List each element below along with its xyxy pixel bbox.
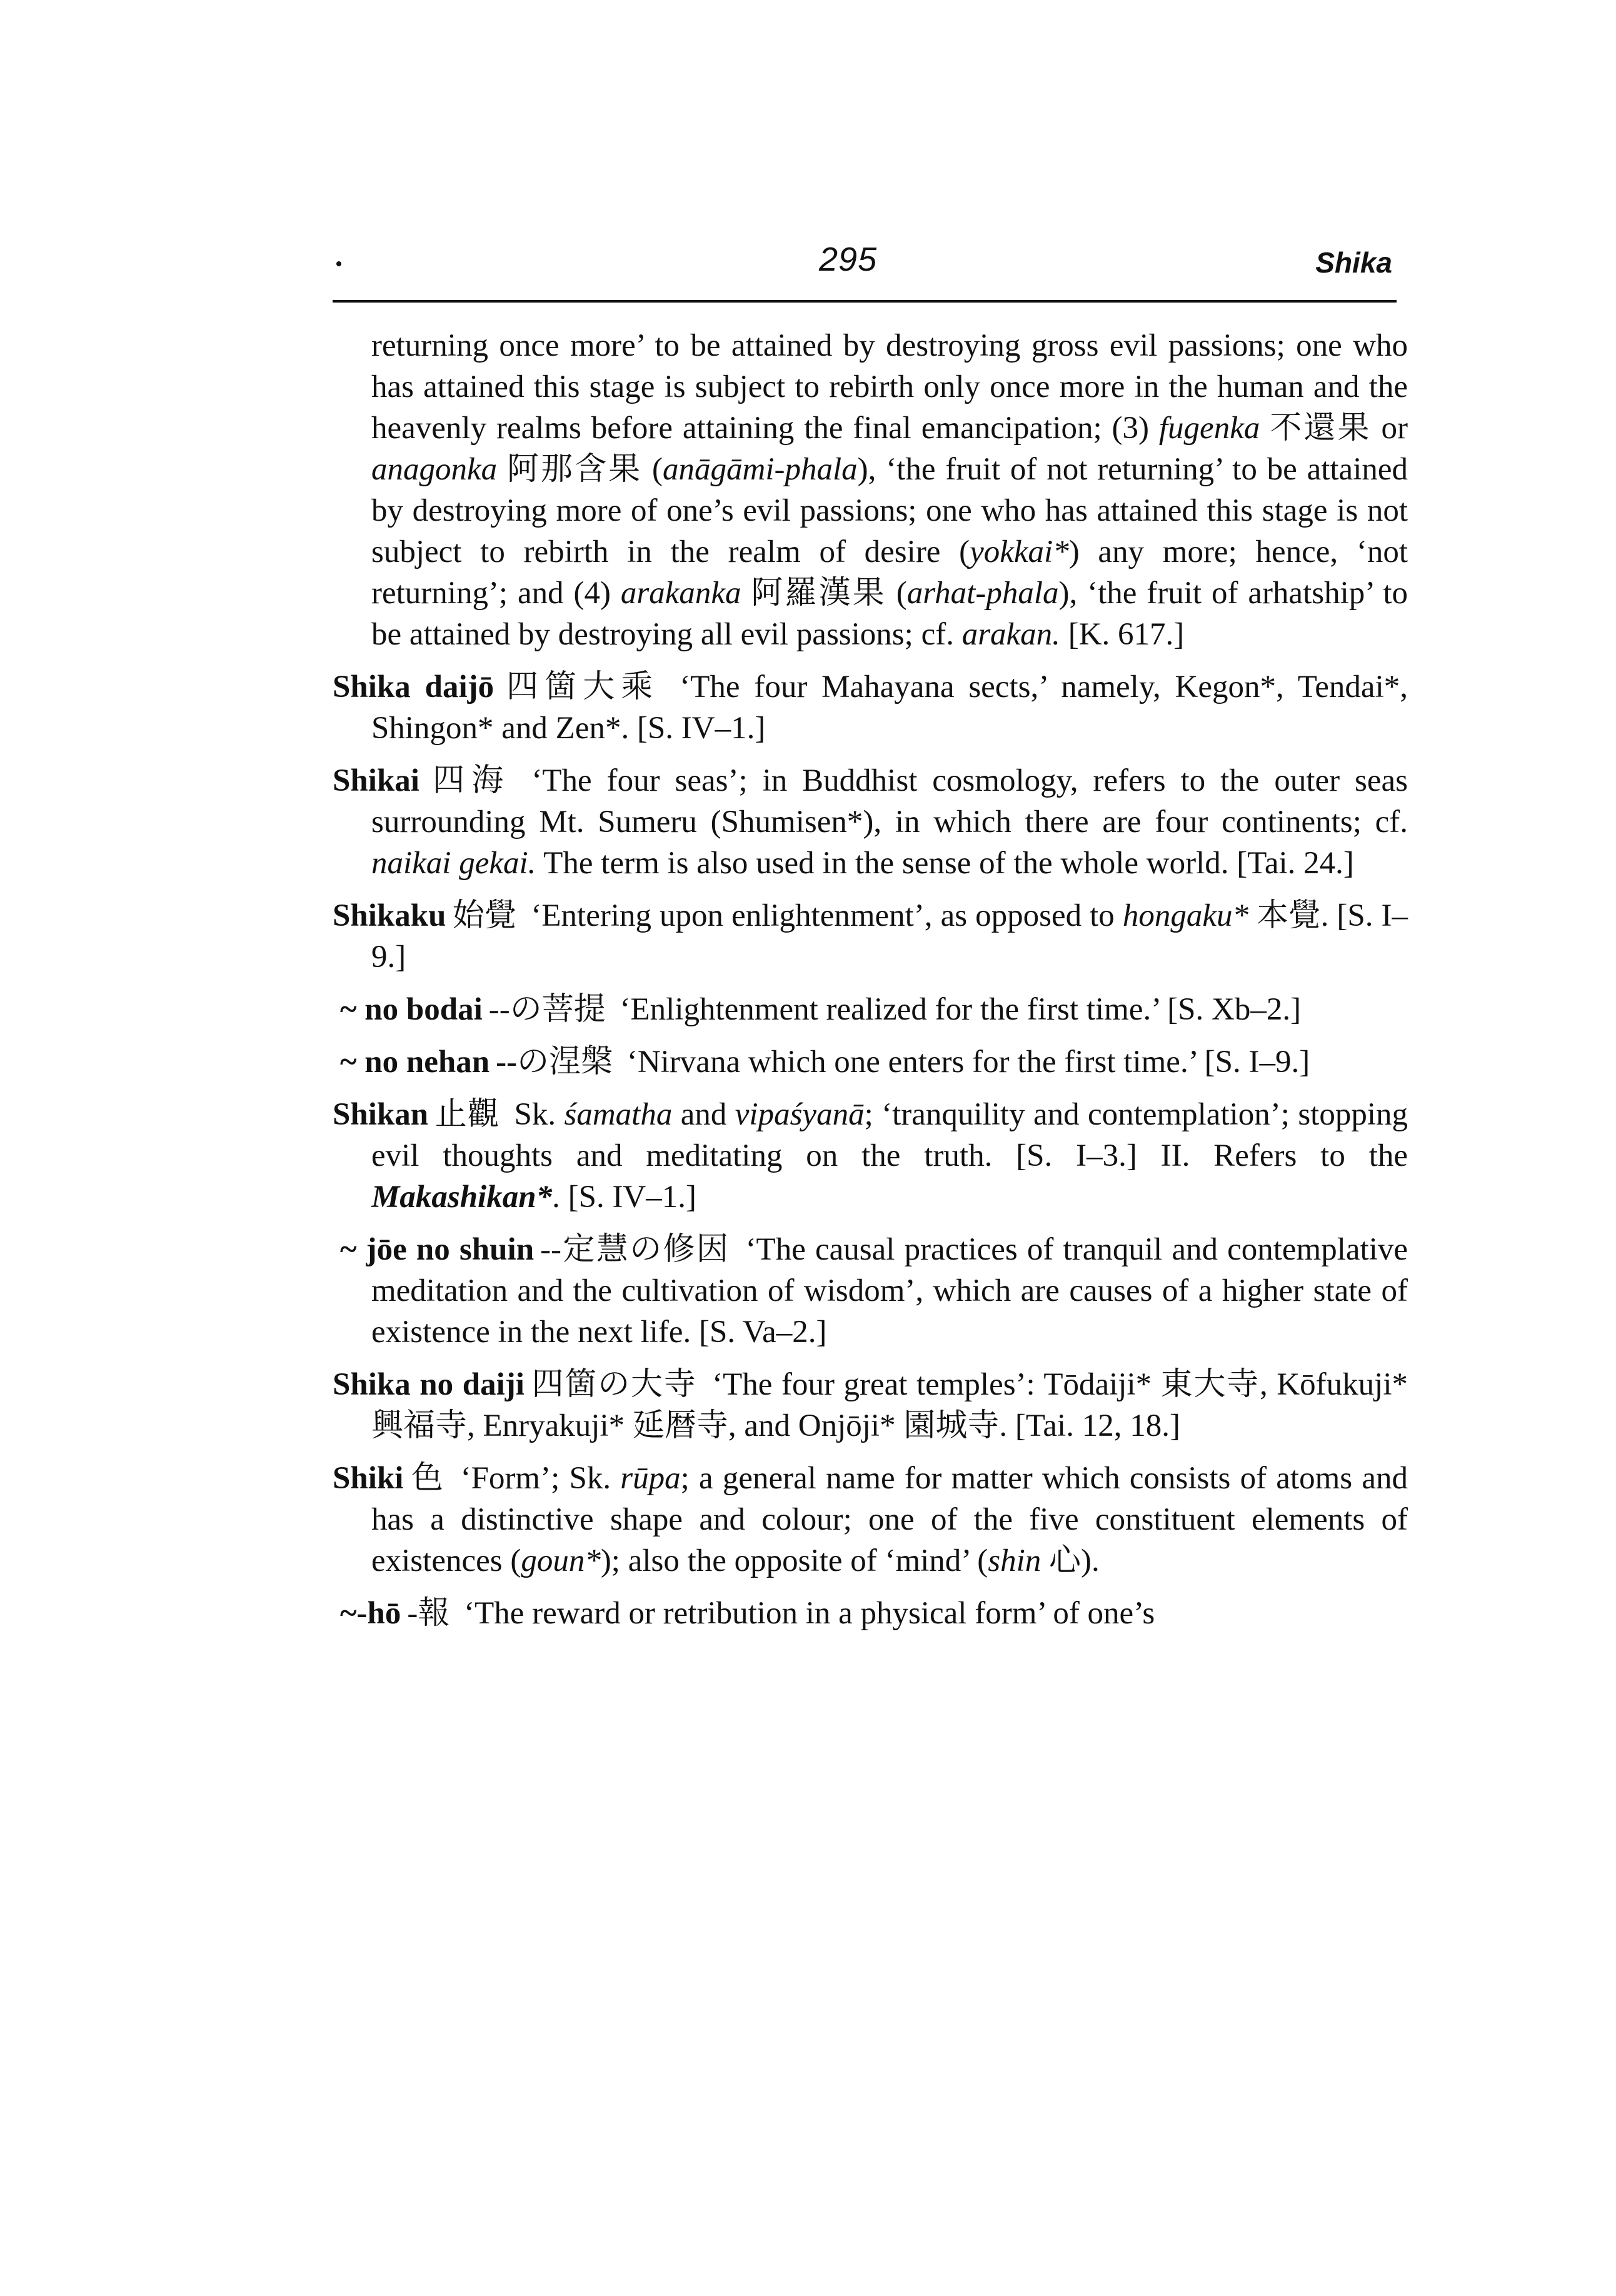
entry-continuation bbox=[333, 325, 1408, 655]
sub-entry bbox=[333, 1593, 1408, 1634]
definition-text: or bbox=[1381, 411, 1408, 446]
italic-term: Makashikan* bbox=[371, 1180, 553, 1215]
dictionary-entry bbox=[333, 895, 1408, 978]
header-dot bbox=[336, 261, 341, 266]
italic-term: goun* bbox=[521, 1543, 601, 1578]
headword-kanji: 四箇大乘 bbox=[500, 669, 660, 704]
headword-kanji: 四海 bbox=[425, 763, 511, 798]
definition-text: ; ‘tranquility and contemplation’; stopping evil thoughts and meditating on the truth. [S. I–3.] II. Refers to the bbox=[371, 1097, 1408, 1173]
definition-text: 阿羅漢果 ( bbox=[741, 576, 907, 611]
definition-text: ‘Nirvana which one enters for the first time.’ [S. I–9.] bbox=[626, 1045, 1310, 1080]
definition-text: 不還果 bbox=[1260, 411, 1382, 446]
definition-text: ‘The four seas’; in Buddhist cosmology, refers to the outer seas surrounding Mt. Sumeru (Shumisen*), in which there are four continents; cf. bbox=[371, 763, 1408, 840]
headword: Shikaku bbox=[333, 898, 446, 933]
definition-text: ‘Enlightenment realized for the first time.’ [S. Xb–2.] bbox=[620, 992, 1302, 1027]
headword-kanji: 止觀 bbox=[434, 1097, 500, 1132]
definition-text: The term is also used in the sense of the whole world. [Tai. 24.] bbox=[536, 846, 1354, 881]
dictionary-entry bbox=[333, 760, 1408, 884]
headword-kanji: --定慧の修因 bbox=[540, 1232, 730, 1267]
running-head: Shika bbox=[1315, 246, 1392, 279]
headword: Shikai bbox=[333, 763, 419, 798]
dictionary-entries bbox=[333, 325, 1408, 1645]
headword: ~ no bodai bbox=[340, 992, 483, 1027]
definition-text: [K. 617.] bbox=[1060, 617, 1185, 652]
dictionary-entry bbox=[333, 1094, 1408, 1218]
definition-text: ) any more; hence, ‘not returning’; and (4) bbox=[371, 534, 1408, 611]
definition-text: 心). bbox=[1041, 1543, 1100, 1578]
headword: Shika no daiji bbox=[333, 1367, 524, 1402]
definition-text: ‘Form’; Sk. bbox=[460, 1461, 621, 1496]
header-rule bbox=[333, 300, 1397, 303]
definition-text: ); also the opposite of ‘mind’ ( bbox=[600, 1543, 988, 1578]
italic-term: fugenka bbox=[1158, 411, 1260, 446]
headword-kanji: 始覺 bbox=[452, 898, 517, 933]
italic-term: shin bbox=[988, 1543, 1041, 1578]
dictionary-entry bbox=[333, 1458, 1408, 1582]
italic-term: śamatha bbox=[564, 1097, 673, 1132]
definition-text: Sk. bbox=[514, 1097, 565, 1132]
headword: ~ jōe no shuin bbox=[340, 1232, 534, 1267]
headword-kanji: --の菩提 bbox=[488, 992, 606, 1027]
italic-term: arakan. bbox=[961, 617, 1060, 652]
definition-text: ‘Entering upon enlightenment’, as opposed to bbox=[531, 898, 1123, 933]
definition-text: ‘The four Mahayana sects,’ namely, Kegon*, Tendai*, Shingon* and Zen*. [S. IV–1.] bbox=[371, 669, 1408, 746]
italic-term: anagonka bbox=[371, 452, 498, 487]
italic-term: rūpa bbox=[620, 1461, 681, 1496]
headword: ~-hō bbox=[340, 1596, 401, 1631]
italic-term: naikai gekai. bbox=[371, 846, 536, 881]
italic-term: hongaku* bbox=[1122, 898, 1248, 933]
dictionary-entry bbox=[333, 666, 1408, 749]
headword: ~ no nehan bbox=[340, 1045, 490, 1080]
definition-text: ‘The causal practices of tranquil and contemplative meditation and the cultivation of wisdom’, which are causes of a higher state of existence in the next life. [S. Va–2.] bbox=[371, 1232, 1408, 1350]
definition-text: ), ‘the fruit of not returning’ to be attained by destroying more of one’s evil passions; one who has attained this stage is not subject to rebirth in the realm of desire ( bbox=[371, 452, 1408, 569]
definition-text: 阿那含果 ( bbox=[497, 452, 663, 487]
sub-entry bbox=[333, 1041, 1408, 1083]
italic-term: anāgāmi-phala bbox=[663, 452, 858, 487]
definition-text: ), ‘the fruit of arhatship’ to be attained by destroying all evil passions; cf. bbox=[371, 576, 1408, 652]
italic-term: arhat-phala bbox=[906, 576, 1059, 611]
headword-kanji: -報 bbox=[407, 1596, 450, 1631]
headword: Shiki bbox=[333, 1461, 404, 1496]
definition-text: ‘The reward or retribution in a physical form’ of one’s bbox=[464, 1596, 1155, 1631]
italic-term: vipaśyanā bbox=[735, 1097, 865, 1132]
definition-text: ‘The four great temples’: Tōdaiji* 東大寺, Kōfukuji* 興福寺, Enryakuji* 延暦寺, and Onjōji* 園城寺. [Tai. 12, 18.] bbox=[371, 1367, 1408, 1443]
italic-term: arakanka bbox=[620, 576, 741, 611]
sub-entry bbox=[333, 989, 1408, 1030]
page-number: 295 bbox=[819, 241, 878, 278]
definition-text: 本覺. [S. I–9.] bbox=[371, 898, 1408, 975]
dictionary-entry bbox=[333, 1364, 1408, 1446]
headword-kanji: 色 bbox=[409, 1461, 445, 1496]
definition-text: ; a general name for matter which consists of atoms and has a distinctive shape and colour; one of the five constituent elements of existences ( bbox=[371, 1461, 1408, 1578]
definition-text: . [S. IV–1.] bbox=[552, 1180, 696, 1215]
definition-text: and bbox=[672, 1097, 735, 1132]
headword-kanji: --の涅槃 bbox=[496, 1045, 613, 1080]
headword-kanji: 四箇の大寺 bbox=[530, 1367, 697, 1402]
definition-text: returning once more’ to be attained by destroying gross evil passions; one who has attained this stage is subject to rebirth only once more in the human and the heavenly realms before attaining the final emancipation; (3) bbox=[371, 328, 1408, 446]
italic-term: yokkai* bbox=[970, 534, 1069, 569]
headword: Shikan bbox=[333, 1097, 429, 1132]
sub-entry bbox=[333, 1229, 1408, 1353]
headword: Shika daijō bbox=[333, 669, 494, 704]
